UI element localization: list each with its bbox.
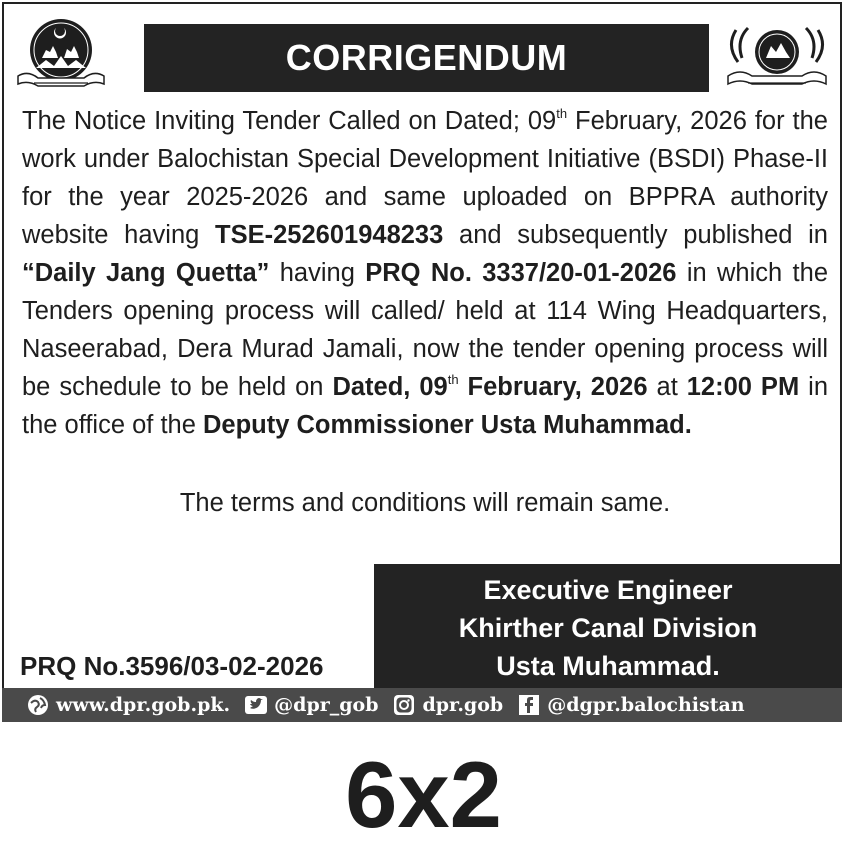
body-text: in the office of the bbox=[22, 373, 829, 439]
prq-number: PRQ No. 3337/20-01-2026 bbox=[365, 259, 677, 287]
body-text: and subsequently published in bbox=[443, 221, 828, 249]
opening-date-rest: February, 2026 bbox=[458, 373, 648, 401]
website-link: www.dpr.gob.pk. bbox=[56, 694, 231, 716]
instagram-icon bbox=[392, 693, 416, 717]
instagram-handle: dpr.gob bbox=[422, 694, 504, 716]
balochistan-emblem-left bbox=[14, 18, 108, 98]
title-banner bbox=[144, 24, 709, 92]
office-name: Deputy Commissioner Usta Muhammad. bbox=[203, 411, 692, 439]
body-text: in which the Tenders opening process will called/ held at 114 Wing Headquarters, Naseerabad, Dera Murad Jamali, now the tender opening process will be schedule to be held on bbox=[22, 259, 828, 401]
footer-facebook[interactable] bbox=[517, 693, 744, 717]
footer-bar bbox=[2, 688, 842, 722]
ordinal-suffix: th bbox=[447, 372, 459, 387]
notice-frame bbox=[2, 2, 842, 720]
body-text: at bbox=[647, 373, 687, 401]
body-text: having bbox=[269, 259, 366, 287]
footer-website[interactable] bbox=[26, 693, 230, 717]
signature-division: Khirther Canal Division bbox=[458, 612, 758, 643]
signature-location: Usta Muhammad. bbox=[496, 650, 720, 681]
facebook-icon bbox=[517, 693, 541, 717]
ordinal-suffix: th bbox=[556, 106, 568, 121]
twitter-icon bbox=[244, 693, 268, 717]
globe-icon bbox=[26, 693, 50, 717]
body-text: February, 2026 for the work under Balochistan Special Development Initiative (BSDI) Phase-II for the year 2025-2026 and same uploaded on BPPRA authority website having bbox=[22, 107, 828, 249]
twitter-handle: @dpr_gob bbox=[274, 694, 379, 716]
ad-size-label: 6x2 bbox=[345, 742, 502, 847]
body-text: The Notice Inviting Tender Called on Dated; 09 bbox=[22, 107, 557, 135]
terms-line: The terms and conditions will remain same. bbox=[179, 489, 671, 517]
tse-number: TSE-252601948233 bbox=[215, 221, 444, 249]
signature-title: Executive Engineer bbox=[483, 574, 733, 605]
notice-body bbox=[22, 102, 828, 444]
footer-instagram[interactable] bbox=[392, 693, 503, 717]
opening-date: Dated, 09 bbox=[332, 373, 448, 401]
opening-time: 12:00 PM bbox=[686, 373, 800, 401]
newspaper-name: “Daily Jang Quetta” bbox=[22, 259, 270, 287]
facebook-handle: @dgpr.balochistan bbox=[547, 694, 745, 716]
dgpr-emblem-right bbox=[718, 18, 836, 98]
page-title: CORRIGENDUM bbox=[285, 37, 568, 78]
prq-reference: PRQ No.3596/03-02-2026 bbox=[20, 651, 324, 681]
footer-twitter[interactable] bbox=[244, 693, 378, 717]
signature-block bbox=[374, 564, 842, 691]
